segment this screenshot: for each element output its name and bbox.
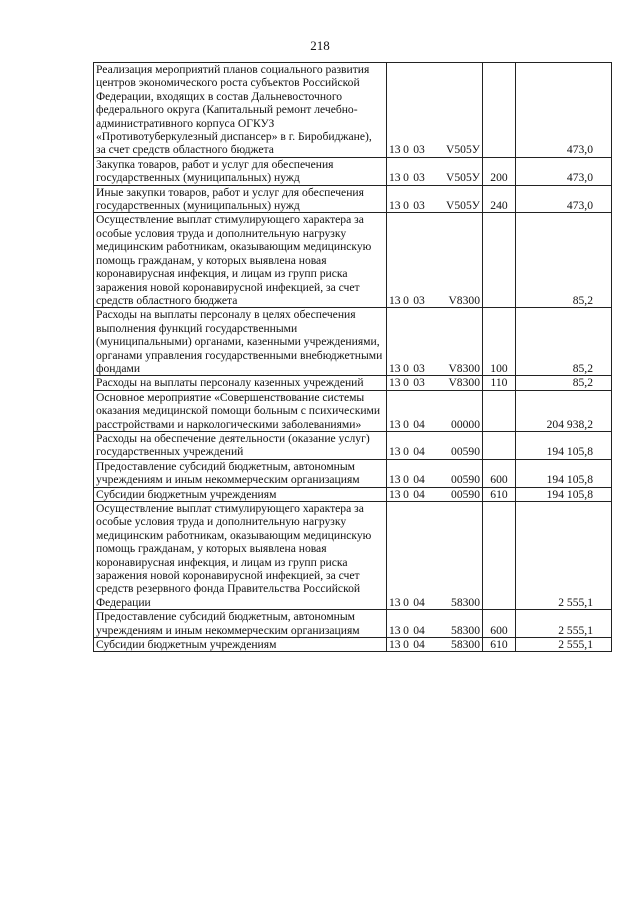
- code-group: 03: [413, 293, 425, 307]
- code-section: 13: [389, 473, 401, 487]
- row-code: [387, 431, 483, 459]
- row-code: [387, 638, 483, 652]
- code-direction: V8300: [448, 361, 480, 375]
- code-group: 04: [413, 417, 425, 431]
- code-subprogram: 0: [403, 361, 409, 375]
- table-row: [94, 308, 612, 376]
- code-direction: 00590: [451, 473, 480, 487]
- code-section: 13: [389, 623, 401, 637]
- row-amount: 473,0: [516, 63, 612, 158]
- code-direction: V8300: [448, 293, 480, 307]
- row-amount: 204 938,2: [516, 390, 612, 431]
- row-name: Расходы на выплаты персоналу казенных учреждений: [94, 376, 387, 390]
- row-code: [387, 185, 483, 213]
- row-expense-type: 100: [483, 308, 516, 376]
- table-row: [94, 638, 612, 652]
- row-amount: 194 105,8: [516, 487, 612, 501]
- row-expense-type: [483, 502, 516, 610]
- table-row: [94, 63, 612, 158]
- table-row: [94, 502, 612, 610]
- code-group: 03: [413, 143, 425, 157]
- code-group: 04: [413, 445, 425, 459]
- row-amount: 85,2: [516, 376, 612, 390]
- code-subprogram: 0: [403, 445, 409, 459]
- table-row: [94, 157, 612, 185]
- row-name: Иные закупки товаров, работ и услуг для обеспечения государственных (муниципальных) нужд: [94, 185, 387, 213]
- row-name: Предоставление субсидий бюджетным, автономным учреждениям и иным некоммерческим организациям: [94, 459, 387, 487]
- row-amount: 473,0: [516, 185, 612, 213]
- row-amount: 2 555,1: [516, 610, 612, 638]
- code-direction: 00590: [451, 487, 480, 501]
- row-code: [387, 487, 483, 501]
- code-section: 13: [389, 376, 401, 390]
- row-code: [387, 157, 483, 185]
- code-group: 03: [413, 199, 425, 213]
- code-section: 13: [389, 361, 401, 375]
- code-direction: V505У: [446, 199, 480, 213]
- row-amount: 194 105,8: [516, 459, 612, 487]
- code-direction: 58300: [451, 595, 480, 609]
- row-name: Реализация мероприятий планов социального развития центров экономического роста субъектов Российской Федерации, входящих в состав Дальневосточного федерального округа (Капитальный ремонт лечебно-административного корпуса ОГКУЗ «Противотуберкулезный диспансер» в г. Биробиджане), за счет средств областного бюджета: [94, 63, 387, 158]
- table-row: [94, 213, 612, 308]
- row-expense-type: 110: [483, 376, 516, 390]
- row-expense-type: [483, 390, 516, 431]
- row-expense-type: 610: [483, 638, 516, 652]
- code-direction: 00590: [451, 445, 480, 459]
- row-amount: 2 555,1: [516, 638, 612, 652]
- row-name: Субсидии бюджетным учреждениям: [94, 638, 387, 652]
- row-name: Закупка товаров, работ и услуг для обеспечения государственных (муниципальных) нужд: [94, 157, 387, 185]
- table-row: [94, 185, 612, 213]
- row-expense-type: 600: [483, 459, 516, 487]
- code-subprogram: 0: [403, 417, 409, 431]
- code-direction: 00000: [451, 417, 480, 431]
- code-group: 04: [413, 595, 425, 609]
- code-subprogram: 0: [403, 143, 409, 157]
- row-expense-type: 240: [483, 185, 516, 213]
- code-section: 13: [389, 417, 401, 431]
- row-code: [387, 308, 483, 376]
- page-number: 218: [310, 38, 330, 53]
- row-code: [387, 213, 483, 308]
- row-code: [387, 502, 483, 610]
- row-amount: 85,2: [516, 308, 612, 376]
- code-subprogram: 0: [403, 199, 409, 213]
- row-name: Осуществление выплат стимулирующего характера за особые условия труда и дополнительную нагрузку медицинским работникам, оказывающим медицинскую помощь гражданам, у которых выявлена новая коронавирусная инфекция, и лицам из групп риска заражения новой коронавирусной инфекцией, за счет средств резервного фонда Правительства Российской Федерации: [94, 502, 387, 610]
- row-amount: 85,2: [516, 213, 612, 308]
- row-expense-type: [483, 213, 516, 308]
- row-expense-type: 600: [483, 610, 516, 638]
- code-section: 13: [389, 595, 401, 609]
- code-subprogram: 0: [403, 473, 409, 487]
- code-group: 03: [413, 376, 425, 390]
- table-body: [94, 63, 612, 652]
- table-row: [94, 431, 612, 459]
- table-row: [94, 390, 612, 431]
- code-group: 04: [413, 623, 425, 637]
- code-direction: V505У: [446, 143, 480, 157]
- code-subprogram: 0: [403, 638, 409, 652]
- code-direction: 58300: [451, 638, 480, 652]
- code-section: 13: [389, 638, 401, 652]
- table-row: [94, 459, 612, 487]
- row-code: [387, 376, 483, 390]
- table-row: [94, 487, 612, 501]
- code-direction: V8300: [448, 376, 480, 390]
- table-row: [94, 610, 612, 638]
- code-group: 03: [413, 171, 425, 185]
- code-group: 03: [413, 361, 425, 375]
- row-name: Субсидии бюджетным учреждениям: [94, 487, 387, 501]
- code-group: 04: [413, 487, 425, 501]
- row-name: Предоставление субсидий бюджетным, автономным учреждениям и иным некоммерческим организациям: [94, 610, 387, 638]
- row-name: Расходы на обеспечение деятельности (оказание услуг) государственных учреждений: [94, 431, 387, 459]
- row-amount: 194 105,8: [516, 431, 612, 459]
- code-section: 13: [389, 445, 401, 459]
- row-amount: 2 555,1: [516, 502, 612, 610]
- code-section: 13: [389, 143, 401, 157]
- row-name: Расходы на выплаты персоналу в целях обеспечения выполнения функций государственными (муниципальными) органами, казенными учреждениями, органами управления государственными внебюджетными фондами: [94, 308, 387, 376]
- code-subprogram: 0: [403, 171, 409, 185]
- row-expense-type: 200: [483, 157, 516, 185]
- code-subprogram: 0: [403, 595, 409, 609]
- row-expense-type: [483, 431, 516, 459]
- code-group: 04: [413, 638, 425, 652]
- code-group: 04: [413, 473, 425, 487]
- code-subprogram: 0: [403, 376, 409, 390]
- code-section: 13: [389, 199, 401, 213]
- row-code: [387, 610, 483, 638]
- row-expense-type: [483, 63, 516, 158]
- row-code: [387, 63, 483, 158]
- code-direction: 58300: [451, 623, 480, 637]
- row-code: [387, 459, 483, 487]
- row-amount: 473,0: [516, 157, 612, 185]
- code-direction: V505У: [446, 171, 480, 185]
- code-subprogram: 0: [403, 293, 409, 307]
- row-expense-type: 610: [483, 487, 516, 501]
- code-section: 13: [389, 293, 401, 307]
- code-subprogram: 0: [403, 487, 409, 501]
- row-name: Основное мероприятие «Совершенствование системы оказания медицинской помощи больным с психическими расстройствами и наркологическими заболеваниями»: [94, 390, 387, 431]
- code-subprogram: 0: [403, 623, 409, 637]
- code-section: 13: [389, 171, 401, 185]
- code-section: 13: [389, 487, 401, 501]
- table-row: [94, 376, 612, 390]
- row-code: [387, 390, 483, 431]
- budget-table: [93, 62, 612, 652]
- row-name: Осуществление выплат стимулирующего характера за особые условия труда и дополнительную нагрузку медицинским работникам, оказывающим медицинскую помощь гражданам, у которых выявлена новая коронавирусная инфекция, и лицам из групп риска заражения новой коронавирусной инфекцией, за счет средств областного бюджета: [94, 213, 387, 308]
